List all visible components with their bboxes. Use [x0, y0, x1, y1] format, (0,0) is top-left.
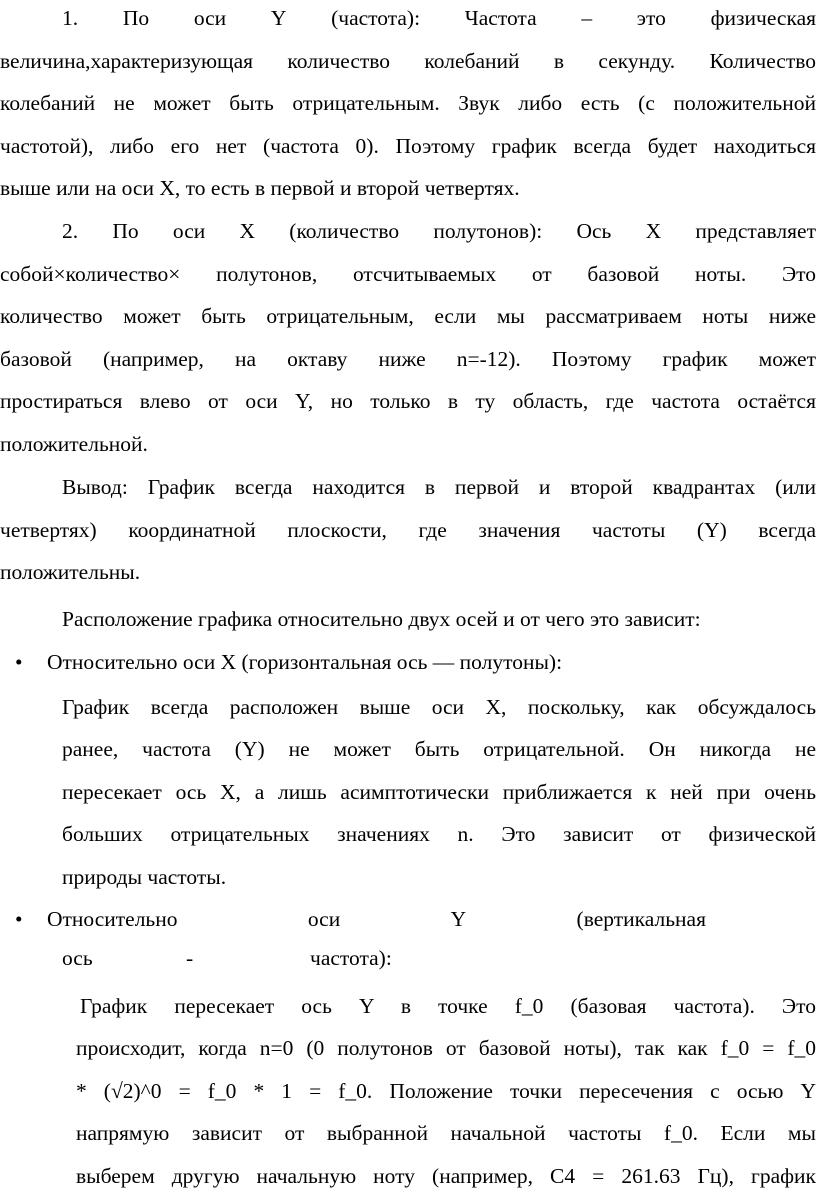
bullet-2-title-row — [0, 898, 816, 941]
bullet-item-2 — [0, 898, 816, 1198]
bullet-icon: • — [15, 907, 23, 931]
item-1-word: Частота — [464, 6, 537, 30]
conclusion-line: Вывод: График всегда находится в первой и второй квадрантах (или — [62, 475, 816, 499]
bullet-2-title-word: ось — [62, 945, 93, 970]
item-2-word: X — [239, 219, 256, 243]
bullet-item-1 — [0, 641, 816, 899]
paragraph-item-2 — [0, 210, 816, 466]
item-1-word: По — [122, 6, 150, 30]
item-2-word: оси — [172, 219, 206, 243]
item-1-word: (частота): — [331, 6, 421, 30]
bullet-1-line: пересекает ось X, а лишь асимптотически приближается к ней при очень — [62, 779, 816, 804]
bullet-2-title-word: Y — [450, 907, 467, 931]
item-2-last-line: положительной. — [0, 431, 148, 456]
location-heading: Расположение графика относительно двух осей и от чего это зависит: — [62, 607, 701, 631]
item-1-line: колебаний не может быть отрицательным. Звук либо есть (с положительной — [0, 91, 816, 116]
item-1-word: – — [581, 6, 593, 30]
bullet-2-line: выберем другую начальную ноту (например, C4 = 261.63 Гц), график — [76, 1163, 816, 1188]
bullet-2-line: происходит, когда n=0 (0 полутонов от базовой ноты), так как f_0 = f_0 — [76, 1036, 816, 1061]
bullet-2-title-second-line — [0, 941, 816, 975]
item-1-line: величина,характеризующая количество колебаний в секунду. Количество — [0, 48, 816, 73]
item-2-word: (количество — [289, 219, 400, 243]
item-2-word: полутонов): — [433, 219, 543, 243]
bullet-1-line: больших отрицательных значениях n. Это зависит от физической — [62, 822, 816, 847]
bullet-icon: • — [15, 650, 23, 674]
conclusion-line: четвертях) координатной плоскости, где значения частоты (Y) всегда — [0, 517, 816, 542]
item-1-word: 1. — [62, 6, 79, 30]
item-1-first-line — [0, 0, 816, 40]
bullet-2-title-word: Относительно — [47, 907, 178, 931]
bullet-1-line: График всегда расположен выше оси X, поскольку, как обсуждалось — [62, 694, 816, 719]
item-1-word: это — [636, 6, 666, 30]
item-2-line: количество может быть отрицательным, если мы рассматриваем ноты ниже — [0, 304, 816, 329]
item-2-first-line — [0, 210, 816, 253]
bullet-2-line: напрямую зависит от выбранной начальной частоты f_0. Если мы — [76, 1121, 816, 1146]
item-2-line: собой×количество× полутонов, отсчитываемых от базовой ноты. Это — [0, 261, 816, 286]
item-1-word: оси — [193, 6, 227, 30]
item-1-word: физическая — [710, 6, 816, 30]
item-1-line: частотой), либо его нет (частота 0). Поэтому график всегда будет находиться — [0, 133, 816, 158]
item-2-word: По — [112, 219, 139, 243]
item-2-word: 2. — [62, 219, 79, 243]
bullet-2-title-word: частота): — [310, 945, 392, 970]
item-2-word: X — [645, 219, 662, 243]
bullet-1-line: ранее, частота (Y) не может быть отрицательной. Он никогда не — [62, 737, 816, 762]
conclusion-last-line: положительны. — [0, 560, 141, 585]
conclusion-paragraph — [0, 466, 816, 594]
item-2-word: представляет — [695, 219, 816, 243]
item-2-line: простираться влево от оси Y, но только в ту область, где частота остаётся — [0, 389, 816, 414]
bullet-2-line: * (√2)^0 = f_0 * 1 = f_0. Положение точки пересечения с осью Y — [76, 1078, 816, 1103]
item-1-last-line: выше или на оси X, то есть в первой и второй четвертях. — [0, 176, 520, 201]
bullet-1-title-row — [0, 641, 816, 684]
item-1-word: Y — [270, 6, 287, 30]
bullet-2-title-word: - — [186, 945, 194, 970]
bullet-1-last-line: природы частоты. — [62, 864, 227, 889]
bullet-1-title: Относительно оси X (горизонтальная ось — полутоны): — [47, 650, 563, 674]
bullet-2-line: График пересекает ось Y в точке f_0 (базовая частота). Это — [80, 993, 816, 1018]
item-2-word: Ось — [576, 219, 612, 243]
bullet-2-title-word: (вертикальная — [576, 907, 706, 931]
paragraph-item-1 — [0, 0, 816, 210]
item-2-line: базовой (например, на октаву ниже n=-12). Поэтому график может — [0, 346, 816, 371]
bullet-2-title-word: оси — [307, 907, 341, 931]
